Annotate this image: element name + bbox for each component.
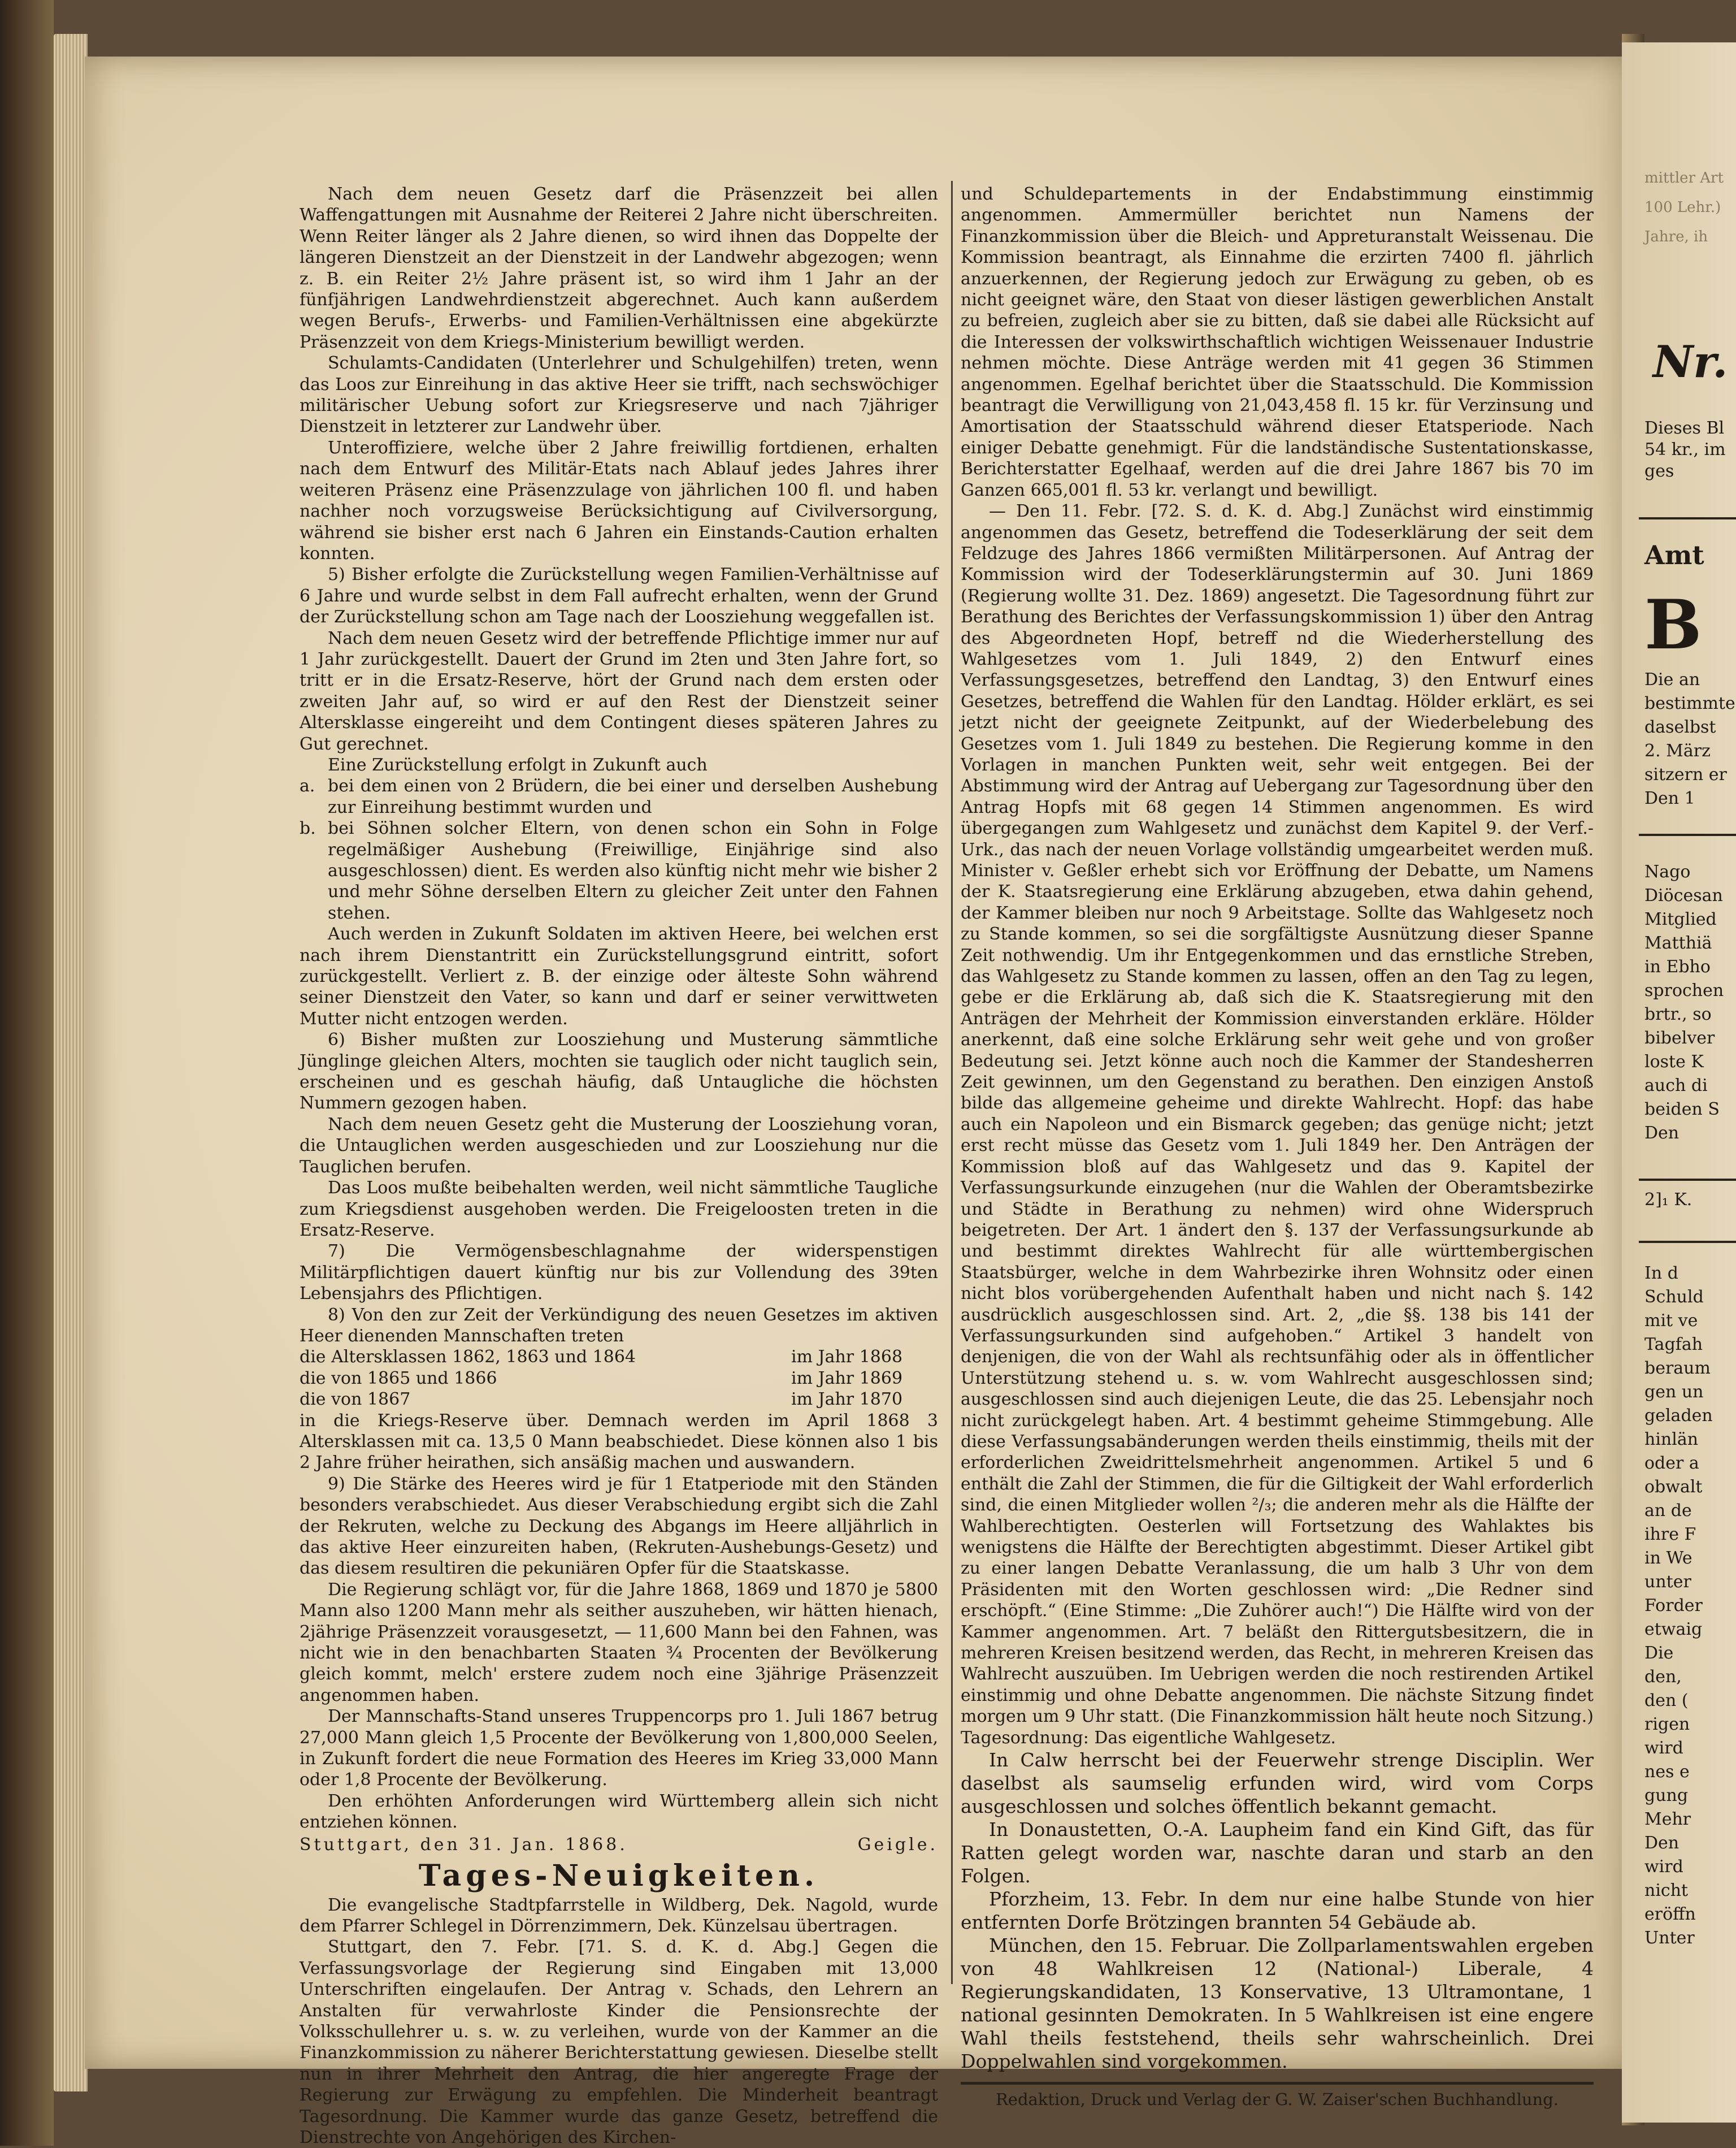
notice-fragment: ihre F bbox=[1644, 1525, 1696, 1544]
notice-fragment: Den 1 bbox=[1644, 789, 1695, 808]
notice-fragment: 2]₁ K. bbox=[1644, 1190, 1692, 1210]
notice-fragment: hinlän bbox=[1644, 1430, 1699, 1449]
paragraph: Die evangelische Stadtpfarrstelle in Wildberg, Dek. Nagold, wurde dem Pfarrer Schlegel in Dörrenzimmern, Dek. Künzelsau übertragen. bbox=[300, 1895, 938, 1936]
news-item: München, den 15. Februar. Die Zollparlamentswahlen ergeben von 48 Wahlkreisen 12 (National-) Liberale, 4 Regierungskandidaten, 13 Konservative, 13 Ultramontane, 1 national gesinnten Demokraten. In 5 Wahlkreisen ist eine engere Wahl theils feststehend, theils sehr wahrscheinlich. Drei Doppelwahlen sind vorgekommen. bbox=[961, 1934, 1594, 2073]
paragraph: 8) Von den zur Zeit der Verkündigung des neuen Gesetzes im aktiven Heer dienenden Mannschaften treten bbox=[300, 1305, 938, 1346]
notice-fragment: obwalt bbox=[1644, 1477, 1703, 1497]
notice-fragment: unter bbox=[1644, 1572, 1691, 1592]
table-cell-year: im Jahr 1870 bbox=[791, 1389, 903, 1410]
paragraph: Den erhöhten Anforderungen wird Württemberg allein sich nicht entziehen können. bbox=[300, 1791, 938, 1833]
rule bbox=[1639, 834, 1736, 836]
notice-fragment: mit ve bbox=[1644, 1311, 1698, 1331]
notice-fragment: Die bbox=[1644, 1643, 1674, 1663]
notice-fragment: Mitglied bbox=[1644, 910, 1717, 929]
paragraph: und Schuldepartements in der Endabstimmung einstimmig angenommen. Ammermüller berichtet nun Namens der Finanzkommission über die Bleich- und Appreturanstalt Weissenau. Die Kommission beantragt, als Einnahme die erzirten 7400 fl. jährlich anzuerkennen, der Regierung jedoch zur Erwägung zu geben, ob es nicht geeignet wäre, den Staat von dieser lästigen gewerblichen Anstalt zu befreien, zugleich aber sie zu bitten, daß sie dabei alle Rücksicht auf die Interessen der volkswirthschaftlich wichtigen Weissenauer Industrie nehmen möchte. Diese Anträge werden mit 41 gegen 36 Stimmen angenommen. Egelhaf berichtet über die Staatsschuld. Die Kommission beantragt die Verwilligung von 21,043,458 fl. 15 kr. für Verzinsung und Amortisation der Staatsschuld während dieser Etatsperiode. Nach einiger Debatte genehmigt. Für die landständische Sustentationskasse, Berichterstatter Egelhaaf, werden auf die drei Jahre 1867 bis 70 im Ganzen 665,001 fl. 53 kr. verlangt und bewilligt. bbox=[961, 184, 1594, 500]
notice-fragment: in Ebho bbox=[1644, 957, 1711, 977]
list-marker: a. bbox=[300, 776, 315, 796]
header-fragment: 54 kr., im bbox=[1644, 440, 1726, 460]
notice-fragment: Den bbox=[1644, 1833, 1679, 1853]
faded-fragment: Jahre, ih bbox=[1644, 228, 1708, 245]
paragraph: Unteroffiziere, welche über 2 Jahre freiwillig fortdienen, erhalten nach dem Entwurf des Militär-Etats nach Ablauf jedes Jahres ihrer weiteren Präsenz eine Präsenzzulage von jährlichen 100 fl. und haben nachher noch vorzugsweise Berücksichtigung auf Civilversorgung, während sie bisher erst nach 6 Jahren ein Einstands-Caution erhalten konnten. bbox=[300, 438, 938, 564]
notice-fragment: Diöcesan bbox=[1644, 886, 1723, 906]
notice-fragment: wird bbox=[1644, 1738, 1683, 1758]
notice-fragment: an de bbox=[1644, 1501, 1692, 1521]
notice-fragment: loste K bbox=[1644, 1052, 1704, 1072]
table-cell-class: die von 1867 bbox=[300, 1389, 411, 1410]
next-page-fragment bbox=[1622, 42, 1736, 2123]
paragraph: Schulamts-Candidaten (Unterlehrer und Schulgehilfen) treten, wenn das Loos zur Einreihung in das aktive Heer sie trifft, nach sechswöchiger militärischer Uebung sofort zur Kriegsreserve und nach 7jähriger Dienstzeit in letzterer zur Landwehr über. bbox=[300, 353, 938, 437]
rule bbox=[1639, 1241, 1736, 1243]
imprint-rule bbox=[961, 2082, 1594, 2085]
header-fragment: Dieses Bl bbox=[1644, 418, 1725, 438]
notice-fragment: In d bbox=[1644, 1263, 1678, 1283]
notice-fragment: etwaig bbox=[1644, 1619, 1703, 1639]
paragraph: in die Kriegs-Reserve über. Demnach werden im April 1868 3 Altersklassen mit ca. 13,5 0 Mann beabschiedet. Diese können also 1 bis 2 Jahre früher heirathen, sich ansäßig machen und auswandern. bbox=[300, 1410, 938, 1473]
notice-fragment: den, bbox=[1644, 1667, 1682, 1687]
paragraph: Nach dem neuen Gesetz darf die Präsenzzeit bei allen Waffengattungen mit Ausnahme der Reiterei 2 Jahre nicht überschreiten. Wenn Reiter länger als 2 Jahre dienen, so wird ihnen das Doppelte der längeren Dienstzeit an der Dienstzeit in der Landwehr abgezogen; wenn z. B. ein Reiter 2½ Jahre präsent ist, so wird ihm 1 Jahr an der fünfjährigen Landwehrdienstzeit abgerechnet. Auch kann außerdem wegen Berufs-, Erwerbs- und Familien-Verhältnissen eine abgekürzte Präsenzzeit von dem Kriegs-Ministerium bewilligt werden. bbox=[300, 184, 938, 352]
notice-fragment: oder a bbox=[1644, 1453, 1699, 1473]
author-signature: Geigle. bbox=[857, 1834, 938, 1855]
notice-fragment: beiden S bbox=[1644, 1099, 1720, 1119]
paragraph: 7) Die Vermögensbeschlagnahme der widerspenstigen Militärpflichtigen dauert künftig nur bis zur Vollendung des 39ten Lebensjahrs des Pflichtigen. bbox=[300, 1241, 938, 1304]
column-divider bbox=[951, 181, 953, 1984]
notice-fragment: auch di bbox=[1644, 1076, 1708, 1095]
dateline bbox=[300, 1834, 938, 1855]
news-item: In Donaustetten, O.-A. Laupheim fand ein Kind Gift, das für Ratten gelegt worden war, naschte daran und starb an den Folgen. bbox=[961, 1818, 1594, 1887]
notice-fragment: wird bbox=[1644, 1857, 1683, 1877]
notice-fragment: den ( bbox=[1644, 1691, 1689, 1710]
list-text: bei dem einen von 2 Brüdern, die bei einer und derselben Aushebung zur Einreihung bestimmt wurden und bbox=[328, 776, 938, 817]
notice-fragment: Die an bbox=[1644, 670, 1700, 690]
notice-fragment: Schuld bbox=[1644, 1287, 1704, 1307]
notice-fragment: in We bbox=[1644, 1548, 1692, 1568]
dateline-place: Stuttgart, den 31. Jan. 1868. bbox=[300, 1834, 628, 1855]
notice-fragment: bibelver bbox=[1644, 1028, 1715, 1048]
notice-fragment: bestimmte bbox=[1644, 694, 1735, 713]
notice-fragment: sprochen bbox=[1644, 981, 1724, 1001]
imprint: Redaktion, Druck und Verlag der G. W. Zaiser'schen Buchhandlung. bbox=[995, 2090, 1559, 2110]
issue-number-label: Nr. bbox=[1653, 336, 1728, 388]
table-cell-class: die von 1865 und 1866 bbox=[300, 1368, 497, 1388]
notice-fragment: nicht bbox=[1644, 1881, 1689, 1900]
heading-initial: B bbox=[1644, 585, 1702, 665]
notice-fragment: sitzern er bbox=[1644, 765, 1727, 785]
faded-fragment: mittler Art bbox=[1644, 170, 1724, 187]
section-title: Tages-Neuigkeiten. bbox=[418, 1859, 819, 1894]
left-column bbox=[300, 184, 938, 2148]
notice-fragment: Unter bbox=[1644, 1928, 1695, 1948]
paragraph: Nach dem neuen Gesetz geht die Musterung der Loosziehung voran, die Untauglichen werden ausgeschieden und zur Loosziehung nur die Tauglichen berufen. bbox=[300, 1114, 938, 1177]
notice-fragment: rigen bbox=[1644, 1714, 1690, 1734]
list-item bbox=[300, 776, 938, 818]
year-class-table bbox=[300, 1346, 938, 1410]
notice-fragment: 2. März bbox=[1644, 741, 1711, 761]
notice-fragment: Forder bbox=[1644, 1596, 1703, 1616]
notice-fragment: geladen bbox=[1644, 1406, 1713, 1426]
notice-fragment: Matthiä bbox=[1644, 933, 1712, 953]
paragraph: Stuttgart, den 7. Febr. [71. S. d. K. d. Abg.] Gegen die Verfassungsvorlage der Regierung sind Eingaben mit 13,000 Unterschriften eingelaufen. Der Antrag v. Schads, den Lehrern an Anstalten für verwahrloste Kinder die Pensionsrechte der Volksschullehrer u. s. w. zu verleihen, wurde von der Kammer an die Finanzkommission zu näherer Berichterstattung gewiesen. Dieselbe stellt nun in ihrer Mehrheit den Antrag, die hier angeregte Frage der Regierung zur Erwägung zu empfehlen. Die Minderheit beantragt Tagesordnung. Die Kammer wurde das ganze Gesetz, betreffend die Dienstrechte von Angehörigen des Kirchen- bbox=[300, 1937, 938, 2147]
paragraph: Die Regierung schlägt vor, für die Jahre 1868, 1869 und 1870 je 5800 Mann also 1200 Mann mehr als seither auszuheben, wir hätten hienach, 2jährige Präsenzzeit vorausgesetzt, — 11,600 Mann bei den Fahnen, was nicht wie in den benachbarten Staaten ¾ Procenten der Bevölkerung gleich kommt, melch' erstere zudem noch eine 3jährige Präsenzzeit angenommen haben. bbox=[300, 1579, 938, 1705]
notice-fragment: brtr., so bbox=[1644, 1004, 1712, 1024]
header-fragment: ges bbox=[1644, 461, 1674, 481]
list-marker: b. bbox=[300, 819, 316, 839]
table-cell-class: die Altersklassen 1862, 1863 und 1864 bbox=[300, 1347, 636, 1367]
paragraph: — Den 11. Febr. [72. S. d. K. d. Abg.] Zunächst wird einstimmig angenommen das Gesetz, betreffend die Todeserklärung der seit dem Feldzuge des Jahres 1866 vermißten Militärpersonen. Auf Antrag der Kommission wird der Todeserklärungstermin auf 30. Juni 1869 (Regierung wollte 31. Dez. 1869) angesetzt. Die Tagesordnung führt zur Berathung des Berichtes der Verfassungskommission 1) über den Antrag des Abgeordneten Hopf, betreff nd die Wiederherstellung des Wahlgesetzes vom 1. Juli 1849, 2) den Entwurf eines Verfassungsgesetzes, betreffend den Landtag, 3) den Entwurf eines Gesetzes, betreffend die Wahlen für den Landtag. Hölder erklärt, es sei jetzt nicht der geeignete Zeitpunkt, auf der Wiederbelebung des Gesetzes vom 1. Juli 1849 zu bestehen. Die Regierung komme in den Vorlagen in manchen Punkten weit, sehr weit entgegen. Bei der Abstimmung wird der Antrag auf Uebergang zur Tagesordnung über den Antrag Hopfs mit 68 gegen 14 Stimmen angenommen. Es wird übergegangen zum Wahlgesetz und zunächst dem Kapitel 9. der Verf.-Urk., das nach der neuen Vorlage vollständig umgearbeitet werden muß. Minister v. Geßler erhebt sich vor Eröffnung der Debatte, um Namens der K. Staatsregierung eine Erklärung abzugeben, etwa dahin gehend, der Kammer bleiben nur noch 9 Arbeitstage. Sollte das Wahlgesetz noch zu Stande kommen, so sei die sorgfältigste Ausnützung dieser Spanne Zeit nothwendig. Um ihr Entgegenkommen und das ernstliche Streben, das Wahlgesetz zu Stande kommen zu lassen, offen an den Tag zu legen, gebe er die Erklärung ab, daß sich die K. Staatsregierung mit den Anträgen der Mehrheit der Kommission einverstanden erkläre. Hölder anerkennt, daß eine solche Erklärung sehr weit gehe und von großer Bedeutung sei. Jetzt könne auch noch die Kammer der Standesherren Zeit gewinnen, um den Gegenstand zu berathen. Den einzigen Anstoß bilde das allgemeine geheime und direkte Wahlrecht. Hopf: das habe auch ein Napoleon und ein Bismarck gegeben; das genüge nicht; jetzt erst recht müsse das Gesetz vom 1. Juli 1849 her. Den Anträgen der Kommission bloß auf das Wahlgesetz und das 9. Kapitel der Verfassungsurkunde einzugehen (nur die Wahlen der Oberamtsbezirke und Städte in Berathung zu nehmen) wird ohne Widerspruch beigetreten. Der Art. 1 ändert den §. 137 der Verfassungsurkunde ab und bestimmt direktes Wahlrecht für alle württembergischen Staatsbürger, welche in dem Wahrbezirke ihren Wohnsitz oder einen nicht blos vorübergehenden Aufenthalt haben und nicht nach §. 142 ausdrücklich ausgeschlossen sind. Art. 2, „die §§. 138 bis 141 der Verfassungsurkunden sind aufgehoben.“ Artikel 3 handelt von denjenigen, die von der Wahl als rechtsunfähig oder als in öffentlicher Unterstützung stehend u. s. w. vom Wahlrecht ausgeschlossen sind; ausgeschlossen sind auch diejenigen Leute, die das 25. Lebensjahr noch nicht zurückgelegt haben. Art. 4 bestimmt geheime Stimmgebung. Alle diese Verfassungsabänderungen werden theils einstimmig, theils mit der erforderlichen Zweidrittelsmehrheit angenommen. Artikel 5 und 6 enthält die Zahl der Stimmen, die für die Giltigkeit der Wahl erforderlich sind, die einen Mitglieder wollen ²/₃; die anderen mehr als die Hälfte der Wahlberechtigten. Oesterlen will Fortsetzung des Wahlaktes bis wenigstens die Hälfte der Berechtigten abgestimmt. Dieser Artikel gibt zu einer langen Debatte Veranlassung, die um halb 3 Uhr von dem Präsidenten mit den Worten geschlossen wird: „Die Redner sind erschöpft.“ (Eine Stimme: „Die Zuhörer auch!“) Die Hälfte wird von der Kammer angenommen. Art. 7 beläßt den Rittergutsbesitzern, die in mehreren Kreisen besitzend werden, das Recht, in mehreren Kreisen das Wahlrecht auszuüben. Im Uebrigen werden die noch restirenden Artikel einstimmig und ohne Debatte angenommen. Die nächste Sitzung findet morgen um 9 Uhr statt. (Die Finanzkommission hält heute noch Sitzung.) Tagesordnung: Das eigentliche Wahlgesetz. bbox=[961, 501, 1594, 1748]
rule bbox=[1639, 517, 1736, 519]
paragraph: Das Loos mußte beibehalten werden, weil nicht sämmtliche Taugliche zum Kriegsdienst ausgehoben werden. Die Freigeloosten treten in die Ersatz-Reserve. bbox=[300, 1178, 938, 1240]
notice-fragment: beraum bbox=[1644, 1358, 1711, 1378]
table-cell-year: im Jahr 1869 bbox=[791, 1368, 903, 1388]
table-cell-year: im Jahr 1868 bbox=[791, 1347, 903, 1367]
notice-fragment: Den bbox=[1644, 1123, 1679, 1143]
book-page-edges bbox=[54, 34, 88, 2091]
news-item: Pforzheim, 13. Febr. In dem nur eine halbe Stunde von hier entfernten Dorfe Brötzingen brannten 54 Gebäude ab. bbox=[961, 1888, 1594, 1934]
paragraph: Auch werden in Zukunft Soldaten im aktiven Heere, bei welchen erst nach ihrem Dienstantritt ein Zurückstellungsgrund eintritt, sofort zurückgestellt. Verliert z. B. der einzige oder älteste Sohn während seiner Dienstzeit den Vater, so kann und darf er seiner verwittweten Mutter nicht entzogen werden. bbox=[300, 924, 938, 1029]
section-fragment: Amt bbox=[1644, 540, 1704, 570]
paragraph: Der Mannschafts-Stand unseres Truppencorps pro 1. Juli 1867 betrug 27,000 Mann gleich 1,5 Procente der Bevölkerung von 1,800,000 Seelen, in Zukunft fordert die neue Formation des Heeres im Krieg 33,000 Mann oder 1,8 Procente der Bevölkerung. bbox=[300, 1707, 938, 1790]
scan-background bbox=[0, 0, 54, 2146]
news-item: In Calw herrscht bei der Feuerwehr strenge Disciplin. Wer daselbst als saumselig erfunden wird, wird vom Corps ausgeschlossen und solches öffentlich bekannt gemacht. bbox=[961, 1749, 1594, 1818]
list-item bbox=[300, 818, 938, 924]
right-column bbox=[961, 184, 1594, 2110]
notice-fragment: eröffn bbox=[1644, 1904, 1696, 1924]
notice-fragment: Nago bbox=[1644, 862, 1691, 882]
paragraph: 9) Die Stärke des Heeres wird je für 1 Etatperiode mit den Ständen besonders verabschiedet. Aus dieser Verabschiedung ergibt sich die Zahl der Rekruten, welche zu Deckung des Abgangs im Heere alljährlich in das aktive Heer einzureiten haben, (Rekruten-Aushebungs-Gesetz) und das diesem resultiren die pekuniären Opfer für die Staatskasse. bbox=[300, 1474, 938, 1579]
notice-fragment: gen un bbox=[1644, 1382, 1704, 1402]
faded-fragment: 100 Lehr.) bbox=[1644, 199, 1721, 216]
list-text: bei Söhnen solcher Eltern, von denen schon ein Sohn in Folge regelmäßiger Aushebung (Freiwillige, Einjährige sind also ausgeschlossen) dient. Es werden also künftig nicht mehr wie bisher 2 und mehr Söhne derselben Eltern zu gleicher Zeit unter den Fahnen stehen. bbox=[328, 819, 938, 923]
notice-fragment: nes e bbox=[1644, 1762, 1690, 1782]
paragraph: Eine Zurückstellung erfolgt in Zukunft auch bbox=[328, 755, 708, 775]
notice-fragment: Mehr bbox=[1644, 1809, 1691, 1829]
notice-fragment: Tagfah bbox=[1644, 1335, 1703, 1354]
rule bbox=[1639, 1179, 1736, 1181]
paragraph: Nach dem neuen Gesetz wird der betreffende Pflichtige immer nur auf 1 Jahr zurückgestellt. Dauert der Grund im 2ten und 3ten Jahre fort, so tritt er in die Ersatz-Reserve, hört der Grund nach dem ersten oder zweiten Jahr auf, so wird er auf den Rest der Dienstzeit seiner Altersklasse eingereiht und dem Contingent dieses späteren Jahres zu Gut gerechnet. bbox=[300, 628, 938, 754]
notice-fragment: daselbst bbox=[1644, 717, 1716, 737]
notice-fragment: gung bbox=[1644, 1786, 1689, 1805]
paragraph: 6) Bisher mußten zur Loosziehung und Musterung sämmtliche Jünglinge gleichen Alters, mochten sie tauglich oder nicht tauglich sein, erscheinen und es geschah häufig, daß Untaugliche die höchsten Nummern gezogen haben. bbox=[300, 1030, 938, 1114]
paragraph: 5) Bisher erfolgte die Zurückstellung wegen Familien-Verhältnisse auf 6 Jahre und wurde selbst in dem Fall aufrecht erhalten, wenn der Grund der Zurückstellung schon am Tage nach der Loosziehung weggefallen ist. bbox=[300, 565, 938, 627]
